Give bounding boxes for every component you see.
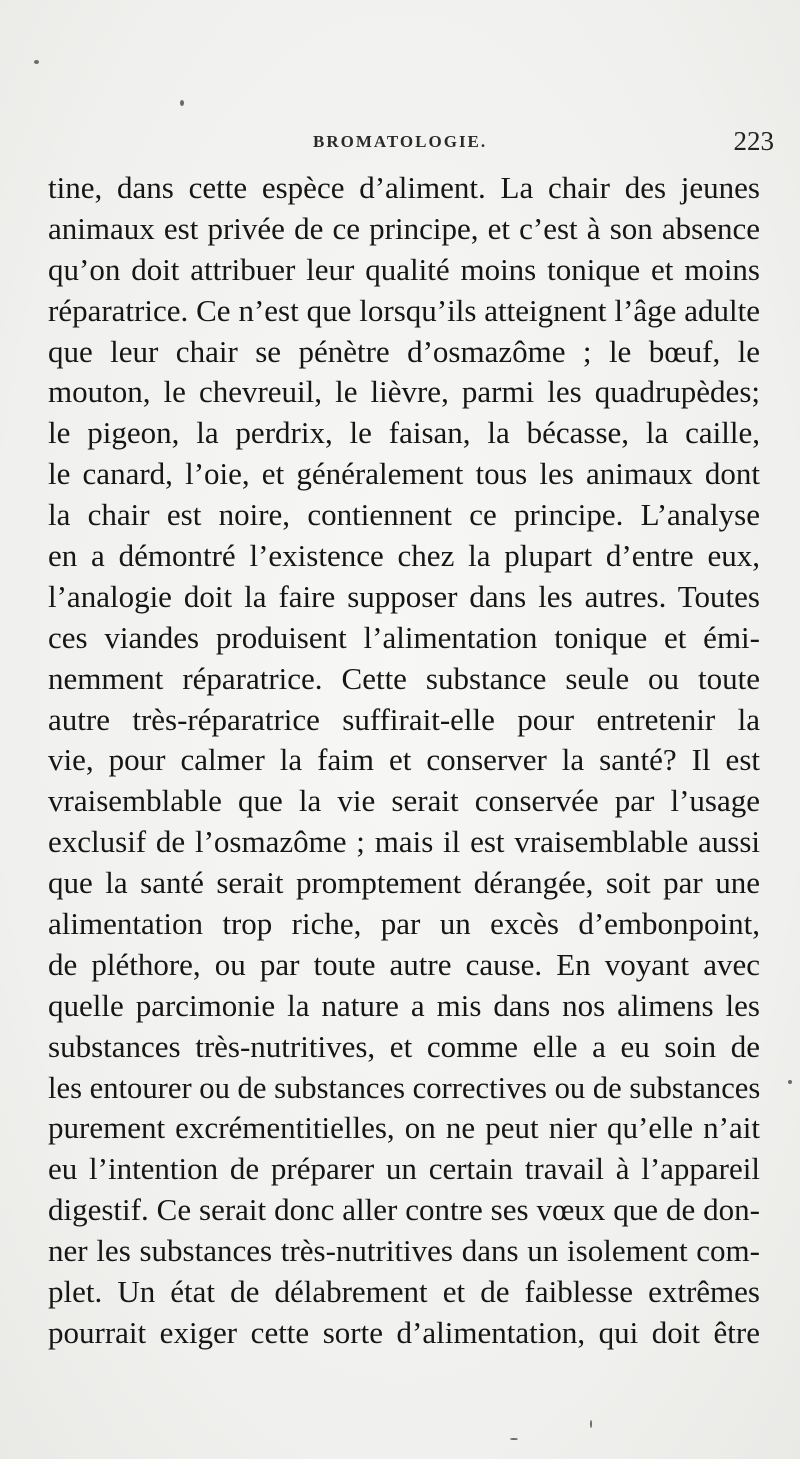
text-line: nemment réparatrice. Cette substance seule ou toute [48,660,760,696]
text-line: le canard, l’oie, et généralement tous les animaux dont [48,456,760,492]
scan-speck [180,100,184,106]
text-line: qu’on doit attribuer leur qualité moins tonique et moins [48,251,760,287]
text-line: purement excrémentitielles, on ne peut nier qu’elle n’ait [48,1110,760,1146]
page-header [48,126,774,158]
text-line: vraisemblable que la vie serait conservée par l’usage [48,783,760,819]
text-line: pourrait exiger cette sorte d’alimentation, qui doit être [48,1314,760,1350]
scan-speck [590,1420,592,1428]
text-line: eu l’intention de préparer un certain travail à l’appareil [48,1151,760,1187]
running-title: BROMATOLOGIE. [313,132,488,151]
scan-speck [788,1080,792,1084]
text-line: autre très-réparatrice suffirait-elle pour entretenir la [48,701,760,737]
text-line: ner les substances très-nutritives dans un isolement com- [48,1233,760,1269]
text-line: vie, pour calmer la faim et conserver la santé? Il est [48,742,760,778]
text-line: plet. Un état de délabrement et de faiblesse extrêmes [48,1274,760,1310]
text-line: que leur chair se pénètre d’osmazôme ; le bœuf, le [48,333,760,369]
text-line: animaux est privée de ce principe, et c’est à son absence [48,210,760,246]
text-line: ces viandes produisent l’alimentation tonique et émi- [48,619,760,655]
text-line: les entourer ou de substances correctives ou de substances [48,1070,760,1105]
text-line: de pléthore, ou par toute autre cause. En voyant avec [48,946,760,982]
page-number: 223 [733,126,774,156]
text-line: exclusif de l’osmazôme ; mais il est vraisemblable aussi [48,824,760,860]
text-line: réparatrice. Ce n’est que lorsqu’ils atteignent l’âge adulte [48,292,760,328]
body-text [48,168,760,1354]
text-line: mouton, le chevreuil, le lièvre, parmi les quadrupèdes; [48,374,760,410]
text-line: en a démontré l’existence chez la plupart d’entre eux, [48,538,760,574]
text-line: quelle parcimonie la nature a mis dans nos alimens les [48,987,760,1023]
scan-speck [510,1438,518,1440]
text-line: que la santé serait promptement dérangée, soit par une [48,865,760,901]
text-line: le pigeon, la perdrix, le faisan, la bécasse, la caille, [48,415,760,451]
scan-speck [34,60,39,64]
text-line: alimentation trop riche, par un excès d’embonpoint, [48,906,760,942]
text-line: la chair est noire, contiennent ce principe. L’analyse [48,497,760,533]
text-line: l’analogie doit la faire supposer dans les autres. Toutes [48,578,760,614]
text-line: tine, dans cette espèce d’aliment. La chair des jeunes [48,170,760,205]
text-line: substances très-nutritives, et comme elle a eu soin de [48,1028,760,1064]
text-line: digestif. Ce serait donc aller contre ses vœux que de don- [48,1192,760,1228]
